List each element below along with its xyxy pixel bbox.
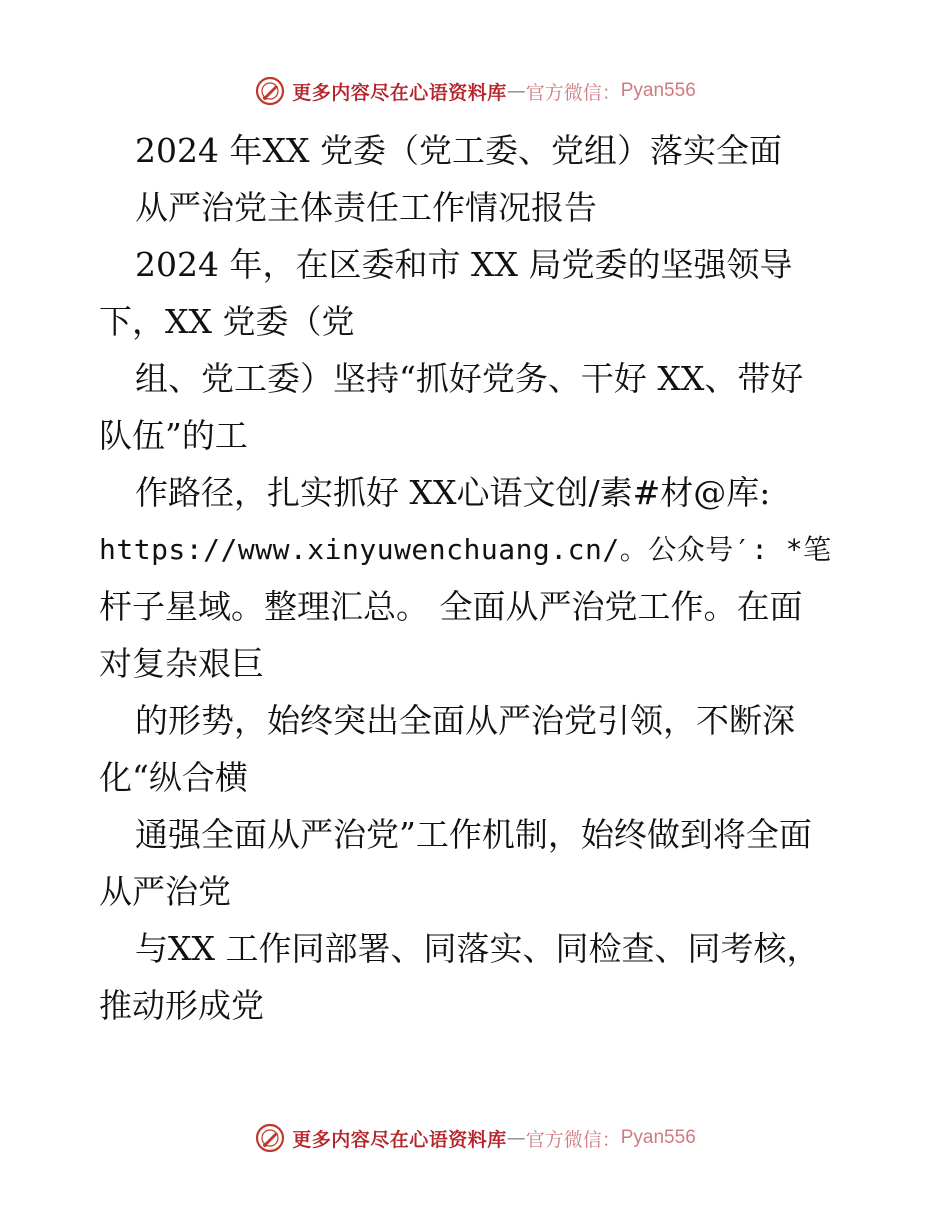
paragraph-line: 下，XX 党委（党 xyxy=(99,302,355,341)
url-line: https://www.xinyuwenchuang.cn/。公众号′: *笔 xyxy=(99,533,832,566)
watermark-separator: — xyxy=(506,80,526,102)
pen-nib-circle-icon xyxy=(254,75,286,107)
header-watermark xyxy=(0,71,950,111)
watermark-wechat-id: Pyan556 xyxy=(620,80,696,101)
paragraph-line: 杆子星域。整理汇总。 全面从严治党工作。在面 xyxy=(99,587,803,626)
paragraph-line: 推动形成党 xyxy=(99,986,264,1025)
paragraph-line: 2024 年，在区委和市 XX 局党委的坚强领导 xyxy=(135,245,793,284)
document-body xyxy=(99,122,859,1034)
watermark-text: 更多内容尽在心语资料库 xyxy=(292,1128,507,1151)
paragraph-line: 通强全面从严治党”工作机制，始终做到将全面 xyxy=(135,815,812,854)
paragraph-line: 从严治党 xyxy=(99,872,231,911)
paragraph-line: 组、党工委）坚持“抓好党务、干好 XX、带好 xyxy=(135,359,804,398)
paragraph-line: 对复杂艰巨 xyxy=(99,644,264,683)
paragraph-line: 与XX 工作同部署、同落实、同检查、同考核， xyxy=(135,929,820,968)
title-line-2: 从严治党主体责任工作情况报告 xyxy=(135,188,597,227)
paragraph-line: 作路径，扎实抓好 XX心语文创/素#材@库: xyxy=(135,473,771,512)
paragraph-line: 化“纵合横 xyxy=(99,758,248,797)
watermark-wechat-id: Pyan556 xyxy=(620,1127,696,1148)
footer-watermark xyxy=(0,1118,950,1158)
watermark-separator: — xyxy=(506,1127,526,1149)
title-line-1: 2024 年XX 党委（党工委、党组）落实全面 xyxy=(135,131,782,170)
watermark-text: 更多内容尽在心语资料库 xyxy=(292,81,507,104)
pen-nib-circle-icon xyxy=(254,1122,286,1154)
watermark-wechat-label: 官方微信： xyxy=(525,1128,621,1151)
paragraph-line: 队伍”的工 xyxy=(99,416,248,455)
paragraph-line: 的形势，始终突出全面从严治党引领，不断深 xyxy=(135,701,795,740)
watermark-wechat-label: 官方微信： xyxy=(525,81,621,104)
